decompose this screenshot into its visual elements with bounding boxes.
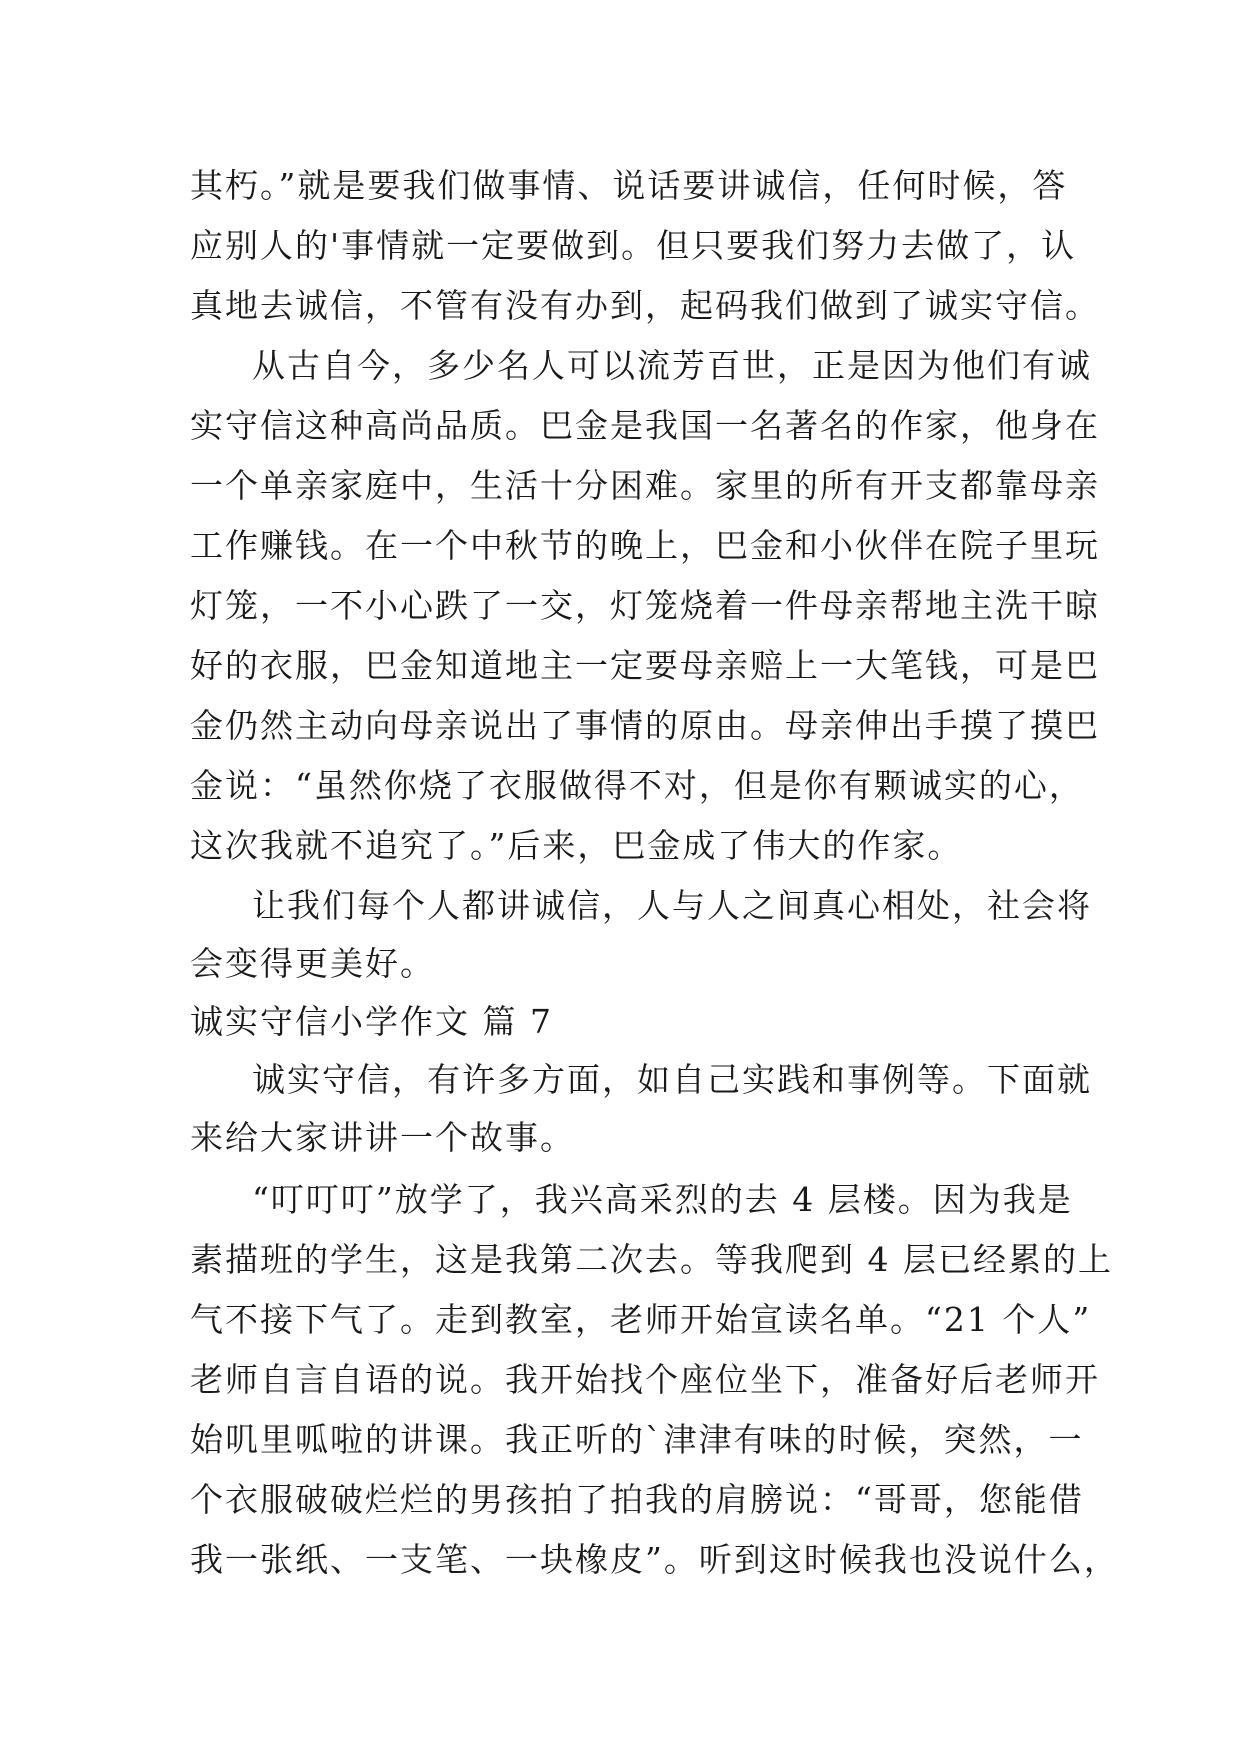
- text-line: 金说：“虽然你烧了衣服做得不对，但是你有颗诚实的心，: [190, 766, 1084, 805]
- text-line: 个衣服破破烂烂的男孩拍了拍我的肩膀说：“哥哥，您能借: [190, 1480, 1084, 1519]
- text-line: 灯笼，一不小心跌了一交，灯笼烧着一件母亲帮地主洗干晾: [190, 586, 1100, 625]
- paragraph-first-line: 诚实守信，有许多方面，如自己实践和事例等。下面就: [252, 1060, 1092, 1099]
- text-line: 会变得更美好。: [190, 944, 435, 983]
- paragraph-first-line: “叮叮叮”放学了，我兴高采烈的去 4 层楼。因为我是: [252, 1180, 1073, 1219]
- text-line: 工作赚钱。在一个中秋节的晚上，巴金和小伙伴在院子里玩: [190, 526, 1100, 565]
- text-line: 始叽里呱啦的讲课。我正听的`津津有味的时候，突然，一: [190, 1420, 1084, 1459]
- text-line: 一个单亲家庭中，生活十分困难。家里的所有开支都靠母亲: [190, 466, 1100, 505]
- text-line: 来给大家讲讲一个故事。: [190, 1118, 575, 1157]
- text-line: 这次我就不追究了。”后来，巴金成了伟大的作家。: [190, 826, 963, 865]
- paragraph-first-line: 从古自今，多少名人可以流芳百世，正是因为他们有诚: [252, 346, 1092, 385]
- text-line: 真地去诚信，不管有没有办到，起码我们做到了诚实守信。: [190, 286, 1100, 325]
- text-line: 我一张纸、一支笔、一块橡皮”。听到这时候我也没说什么，: [190, 1540, 1119, 1579]
- text-line: 其朽。”就是要我们做事情、说话要讲诚信，任何时候，答: [190, 166, 1068, 205]
- text-line: 老师自言自语的说。我开始找个座位坐下，准备好后老师开: [190, 1360, 1100, 1399]
- text-line: 应别人的'事情就一定要做到。但只要我们努力去做了，认: [190, 226, 1077, 265]
- text-line: 气不接下气了。走到教室，老师开始宣读名单。“21 个人”: [190, 1300, 1092, 1339]
- text-line: 实守信这种高尚品质。巴金是我国一名著名的作家，他身在: [190, 406, 1100, 445]
- section-heading: 诚实守信小学作文 篇 7: [190, 1002, 553, 1041]
- text-line: 素描班的学生，这是我第二次去。等我爬到 4 层已经累的上: [190, 1240, 1113, 1279]
- text-line: 金仍然主动向母亲说出了事情的原由。母亲伸出手摸了摸巴: [190, 706, 1100, 745]
- text-line: 好的衣服，巴金知道地主一定要母亲赔上一大笔钱，可是巴: [190, 646, 1100, 685]
- paragraph-first-line: 让我们每个人都讲诚信，人与人之间真心相处，社会将: [252, 886, 1092, 925]
